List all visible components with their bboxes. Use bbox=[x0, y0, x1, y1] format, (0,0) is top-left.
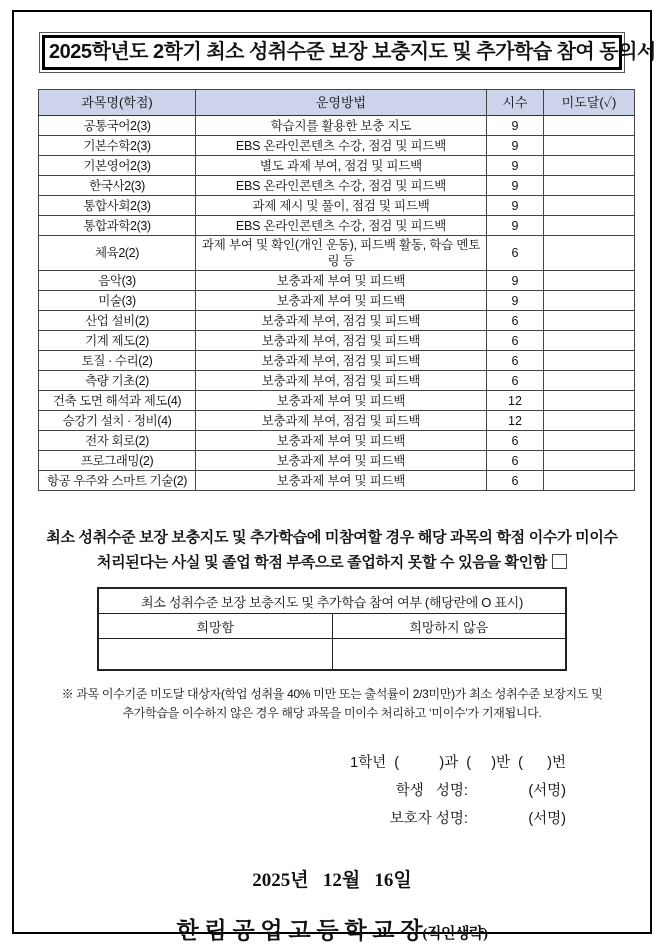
participation-answer-row bbox=[98, 639, 566, 671]
subjects-table bbox=[38, 89, 635, 491]
unmet-check-cell[interactable] bbox=[544, 196, 635, 216]
hours-cell: 6 bbox=[487, 431, 544, 451]
footnote bbox=[38, 685, 626, 723]
confirmation-statement bbox=[38, 525, 626, 575]
hours-cell: 6 bbox=[487, 236, 544, 271]
method-cell: 보충과제 부여 및 피드백 bbox=[196, 451, 487, 471]
method-cell: 과제 부여 및 확인(개인 운동), 피드백 활동, 학습 멘토링 등 bbox=[196, 236, 487, 271]
method-cell: 보충과제 부여, 점검 및 피드백 bbox=[196, 351, 487, 371]
hours-cell: 9 bbox=[487, 156, 544, 176]
hours-cell: 9 bbox=[487, 116, 544, 136]
hours-cell: 6 bbox=[487, 351, 544, 371]
method-cell: 보충과제 부여, 점검 및 피드백 bbox=[196, 411, 487, 431]
table-row bbox=[39, 351, 635, 371]
unmet-check-cell[interactable] bbox=[544, 291, 635, 311]
school-principal-line bbox=[38, 912, 626, 945]
participation-header: 최소 성취수준 보장 보충지도 및 추가학습 참여 여부 (해당란에 O 표시) bbox=[98, 588, 566, 614]
method-cell: 보충과제 부여, 점검 및 피드백 bbox=[196, 331, 487, 351]
document-title: 2025학년도 2학기 최소 성취수준 보장 보충지도 및 추가학습 참여 동의서 bbox=[42, 35, 622, 70]
hours-cell: 9 bbox=[487, 291, 544, 311]
method-cell: 학습지를 활용한 보충 지도 bbox=[196, 116, 487, 136]
table-row bbox=[39, 311, 635, 331]
participation-yes-cell[interactable] bbox=[98, 639, 332, 671]
unmet-check-cell[interactable] bbox=[544, 176, 635, 196]
guardian-signature-line[interactable]: 보호자 성명: (서명) bbox=[389, 811, 566, 827]
subject-name-cell: 전자 회로(2) bbox=[39, 431, 196, 451]
unmet-check-cell[interactable] bbox=[544, 236, 635, 271]
option-no-wish: 희망하지 않음 bbox=[332, 614, 566, 639]
unmet-check-cell[interactable] bbox=[544, 371, 635, 391]
confirm-checkbox[interactable] bbox=[552, 554, 567, 569]
subject-name-cell: 통합과학2(3) bbox=[39, 216, 196, 236]
footnote-line2: 추가학습을 이수하지 않은 경우 해당 과목을 미이수 처리하고 ‘미이수’가 기재됩니다. bbox=[122, 706, 542, 720]
student-signature-line[interactable]: 학생 성명: (서명) bbox=[395, 783, 566, 799]
hours-cell: 6 bbox=[487, 371, 544, 391]
table-row bbox=[39, 196, 635, 216]
subjects-table-header-row bbox=[39, 90, 635, 116]
hours-cell: 9 bbox=[487, 196, 544, 216]
method-cell: 보충과제 부여 및 피드백 bbox=[196, 431, 487, 451]
hours-cell: 12 bbox=[487, 391, 544, 411]
table-row bbox=[39, 136, 635, 156]
table-row bbox=[39, 176, 635, 196]
table-row bbox=[39, 216, 635, 236]
subject-name-cell: 기본수학2(3) bbox=[39, 136, 196, 156]
header-unmet-check: 미도달(✓) bbox=[544, 90, 635, 116]
participation-options-row bbox=[98, 614, 566, 639]
hours-cell: 9 bbox=[487, 176, 544, 196]
table-row bbox=[39, 371, 635, 391]
document-title-box bbox=[39, 32, 656, 73]
table-row bbox=[39, 156, 635, 176]
method-cell: 별도 과제 부여, 점검 및 피드백 bbox=[196, 156, 487, 176]
method-cell: 보충과제 부여 및 피드백 bbox=[196, 471, 487, 491]
school-name: 한 림 공 업 고 등 학 교 장 bbox=[176, 918, 423, 943]
unmet-check-cell[interactable] bbox=[544, 391, 635, 411]
header-subject-name: 과목명(학점) bbox=[39, 90, 196, 116]
unmet-check-cell[interactable] bbox=[544, 331, 635, 351]
subjects-table-body bbox=[39, 116, 635, 491]
table-row bbox=[39, 411, 635, 431]
subject-name-cell: 토질 · 수리(2) bbox=[39, 351, 196, 371]
subject-name-cell: 체육2(2) bbox=[39, 236, 196, 271]
unmet-check-cell[interactable] bbox=[544, 216, 635, 236]
subject-name-cell: 한국사2(3) bbox=[39, 176, 196, 196]
participation-header-row bbox=[98, 588, 566, 614]
subject-name-cell: 승강기 설치 · 정비(4) bbox=[39, 411, 196, 431]
unmet-check-cell[interactable] bbox=[544, 411, 635, 431]
unmet-check-cell[interactable] bbox=[544, 156, 635, 176]
subject-name-cell: 음악(3) bbox=[39, 271, 196, 291]
unmet-check-cell[interactable] bbox=[544, 271, 635, 291]
header-hours: 시수 bbox=[487, 90, 544, 116]
method-cell: 보충과제 부여 및 피드백 bbox=[196, 291, 487, 311]
hours-cell: 9 bbox=[487, 216, 544, 236]
table-row bbox=[39, 451, 635, 471]
method-cell: EBS 온라인콘텐츠 수강, 점검 및 피드백 bbox=[196, 176, 487, 196]
hours-cell: 12 bbox=[487, 411, 544, 431]
signature-block bbox=[350, 749, 566, 833]
header-method: 운영방법 bbox=[196, 90, 487, 116]
unmet-check-cell[interactable] bbox=[544, 431, 635, 451]
table-row bbox=[39, 431, 635, 451]
hours-cell: 6 bbox=[487, 471, 544, 491]
option-wish: 희망함 bbox=[98, 614, 332, 639]
footnote-line1: ※ 과목 이수기준 미도달 대상자(학업 성취율 40% 미만 또는 출석률이 2/3미만)가 최소 성취수준 보장지도 및 bbox=[61, 687, 603, 701]
method-cell: 보충과제 부여 및 피드백 bbox=[196, 271, 487, 291]
method-cell: 보충과제 부여, 점검 및 피드백 bbox=[196, 371, 487, 391]
hours-cell: 6 bbox=[487, 311, 544, 331]
subject-name-cell: 건축 도면 해석과 제도(4) bbox=[39, 391, 196, 411]
table-row bbox=[39, 271, 635, 291]
unmet-check-cell[interactable] bbox=[544, 451, 635, 471]
method-cell: 보충과제 부여, 점검 및 피드백 bbox=[196, 311, 487, 331]
table-row bbox=[39, 471, 635, 491]
method-cell: 보충과제 부여 및 피드백 bbox=[196, 391, 487, 411]
subject-name-cell: 산업 설비(2) bbox=[39, 311, 196, 331]
hours-cell: 6 bbox=[487, 331, 544, 351]
table-row bbox=[39, 236, 635, 271]
class-number-line[interactable]: 1학년 ( )과 ( )반 ( )번 bbox=[350, 755, 566, 771]
method-cell: 과제 제시 및 풀이, 점검 및 피드백 bbox=[196, 196, 487, 216]
unmet-check-cell[interactable] bbox=[544, 136, 635, 156]
stamp-omitted-note: (직인생략) bbox=[422, 926, 488, 942]
table-row bbox=[39, 291, 635, 311]
confirmation-line1: 최소 성취수준 보장 보충지도 및 추가학습에 미참여할 경우 해당 과목의 학점 이수가 미이수 bbox=[46, 529, 618, 546]
confirmation-line2: 처리된다는 사실 및 졸업 학점 부족으로 졸업하지 못할 수 있음을 확인함 bbox=[96, 554, 548, 571]
participation-table bbox=[97, 587, 567, 671]
page-border bbox=[12, 10, 656, 943]
hours-cell: 9 bbox=[487, 271, 544, 291]
participation-no-cell[interactable] bbox=[332, 639, 566, 671]
subject-name-cell: 통합사회2(3) bbox=[39, 196, 196, 216]
unmet-check-cell[interactable] bbox=[544, 116, 635, 136]
hours-cell: 9 bbox=[487, 136, 544, 156]
unmet-check-cell[interactable] bbox=[544, 471, 635, 491]
subject-name-cell: 측량 기초(2) bbox=[39, 371, 196, 391]
unmet-check-cell[interactable] bbox=[544, 311, 635, 331]
document-date: 2025년 12월 16일 bbox=[252, 870, 412, 891]
method-cell: EBS 온라인콘텐츠 수강, 점검 및 피드백 bbox=[196, 216, 487, 236]
table-row bbox=[39, 391, 635, 411]
subject-name-cell: 항공 우주와 스마트 기술(2) bbox=[39, 471, 196, 491]
unmet-check-cell[interactable] bbox=[544, 351, 635, 371]
subject-name-cell: 기본영어2(3) bbox=[39, 156, 196, 176]
method-cell: EBS 온라인콘텐츠 수강, 점검 및 피드백 bbox=[196, 136, 487, 156]
table-row bbox=[39, 331, 635, 351]
subject-name-cell: 프로그래밍(2) bbox=[39, 451, 196, 471]
table-row bbox=[39, 116, 635, 136]
hours-cell: 6 bbox=[487, 451, 544, 471]
subject-name-cell: 미술(3) bbox=[39, 291, 196, 311]
subject-name-cell: 공통국어2(3) bbox=[39, 116, 196, 136]
subject-name-cell: 기계 제도(2) bbox=[39, 331, 196, 351]
